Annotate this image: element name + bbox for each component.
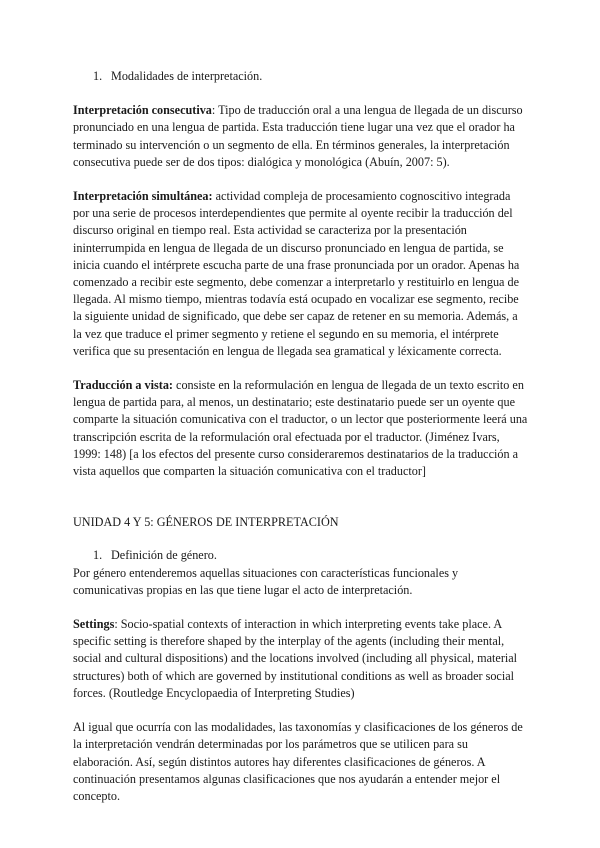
paragraph-genero-definicion: Por género entenderemos aquellas situaciones con características funcionales y comunicativas propias en las que tiene lugar el acto de interpretación.: [73, 565, 459, 597]
term-vista: Traducción a vista:: [73, 378, 173, 393]
list-number: 1.: [93, 69, 103, 83]
list-label: Definición de género.: [111, 548, 217, 563]
definition-simultanea: actividad compleja de procesamiento cognoscitivo integrada por una serie de procesos interdependientes que permite al oyente recibir la traducción del discurso original en tiempo real. Esta actividad se caracteriza por la presentación ininterrumpida en lengua de llegada de un discurso pronunciado en lengua de partida, se inicia cuando el intérprete escucha parte de una frase pronunciada por un orador. Apenas ha comenzado a recibir este segmento, debe comenzar a interpretarlo y restituirlo en lengua de llegada. Al mismo tiempo, mientras todavía está ocupado en vocalizar ese segmento, recibe la siguiente unidad de significado, que debe ser capaz de retener en su memoria. Además, a la vez que traduce el primer segmento y retiene el segundo en su memoria, el intérprete verifica que su presentación en lengua de llegada sea gramatical y léxicamente correcta.: [73, 189, 520, 358]
definition-consecutiva: : Tipo de traducción oral a una lengua de llegada de un discurso pronunciado en una lengua de partida. Esta traducción tiene lugar una vez que el orador ha terminado su intervención o un segmento de ella. En términos generales, la interpretación consecutiva puede ser de dos tipos: dialógica y monológica (Abuín, 2007: 5).: [73, 103, 523, 169]
list-number: 1.: [93, 548, 103, 563]
definition-vista: consiste en la reformulación en lengua de llegada de un texto escrito en lengua de partida para, al menos, un destinatario; este destinatario puede ser un oyente que comparte la situación comunicativa con el traductor, o un lector que posteriormente leerá una transcripción escrita de la reformulación oral efectuada por el traductor. (Jiménez Ivars, 1999: 148) [a los efectos del presente curso consideraremos destinatarios de la traducción a vista aquellos que comparten la situación comunicativa con el traductor]: [73, 378, 528, 479]
paragraph-consecutiva: [73, 102, 529, 171]
paragraph-simultanea: [73, 188, 529, 360]
list-label: Modalidades de interpretación.: [111, 69, 263, 83]
definition-settings: : Socio-spatial contexts of interaction in which interpreting events take place. A specific setting is therefore shaped by the interplay of the agents (including their mental, social and cultural dispositions) and the locations involved (including all physical, material structures) both of which are governed by institutional conditions as well as broader social forces. (Routledge Encyclopaedia of Interpreting Studies): [73, 617, 518, 700]
list-item-modalidades: [93, 68, 529, 85]
document-body: [73, 68, 529, 805]
term-simultanea: Interpretación simultánea:: [73, 189, 213, 204]
paragraph-closing: Al igual que ocurría con las modalidades, las taxonomías y clasificaciones de los géneros de la interpretación vendrán determinadas por los parámetros que se utilicen para su elaboración. Así, según distintos autores hay diferentes clasificaciones de géneros. A continuación presentamos algunas clasificaciones que nos ayudarán a entender mejor el concepto.: [73, 720, 523, 803]
paragraph-vista: [73, 377, 529, 480]
list-item-definicion: [93, 547, 529, 564]
paragraph-settings: [73, 616, 529, 702]
unit-heading: UNIDAD 4 Y 5: GÉNEROS DE INTERPRETACIÓN: [73, 515, 339, 530]
term-consecutiva: Interpretación consecutiva: [73, 103, 212, 118]
term-settings: Settings: [73, 617, 115, 632]
